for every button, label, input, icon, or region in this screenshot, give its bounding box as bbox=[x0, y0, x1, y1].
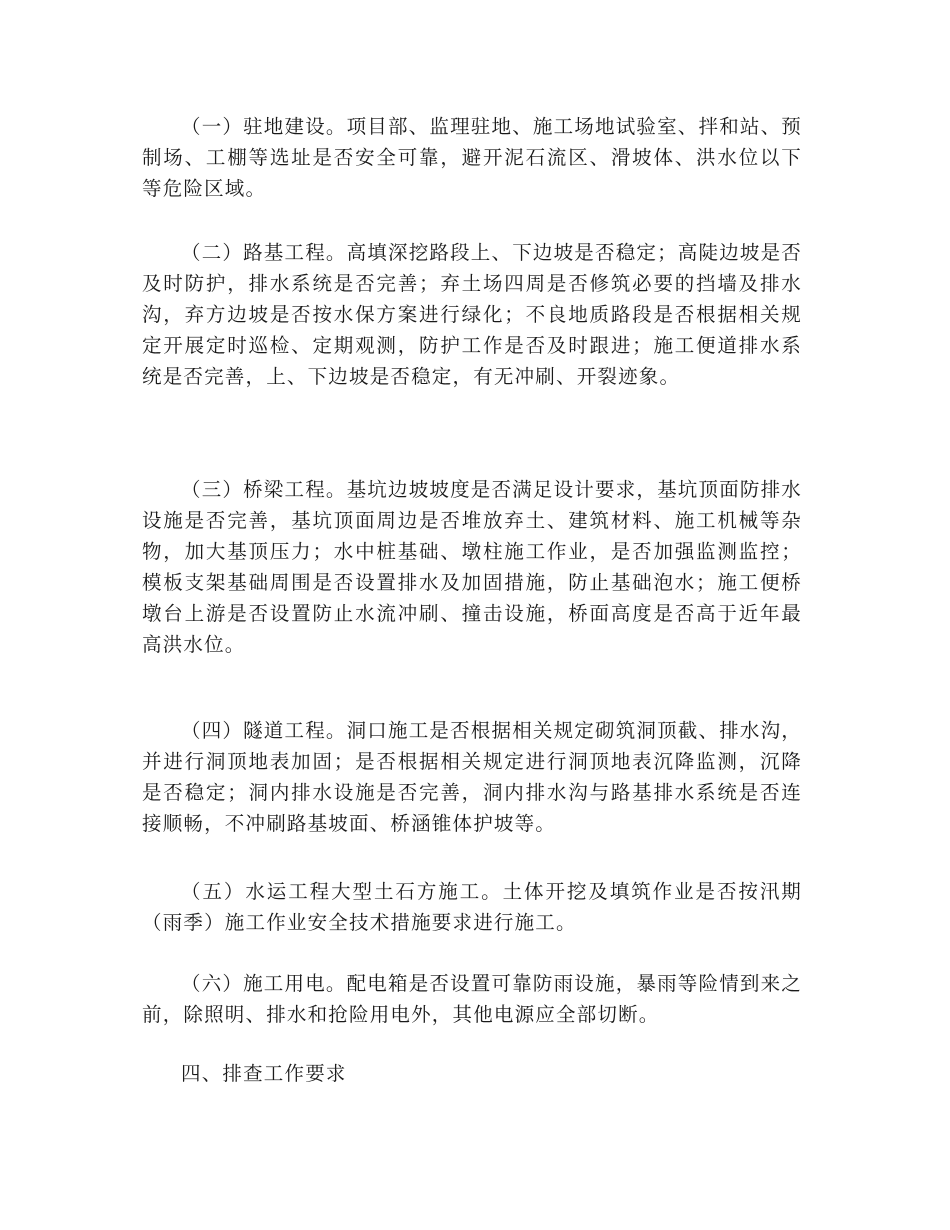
paragraph-roadbed-engineering: （二）路基工程。高填深挖路段上、下边坡是否稳定；高陡边坡是否及时防护，排水系统是否完善；弃土场四周是否修筑必要的挡墙及排水沟，弃方边坡是否按水保方案进行绿化；不良地质路段是否根据相关规定开展定时巡检、定期观测，防护工作是否及时跟进；施工便道排水系统是否完善，上、下边坡是否稳定，有无冲刷、开裂迹象。 bbox=[142, 241, 803, 388]
paragraph-camp-construction: （一）驻地建设。项目部、监理驻地、施工场地试验室、拌和站、预制场、工棚等选址是否安全可靠，避开泥石流区、滑坡体、洪水位以下等危险区域。 bbox=[142, 115, 803, 200]
section-heading-inspection-requirements: 四、排查工作要求 bbox=[181, 1062, 347, 1085]
paragraph-tunnel-engineering: （四）隧道工程。洞口施工是否根据相关规定砌筑洞顶截、排水沟，并进行洞顶地表加固；是否根据相关规定进行洞顶地表沉降监测，沉降是否稳定；洞内排水设施是否完善，洞内排水沟与路基排水系统是否连接顺畅，不冲刷路基坡面、桥涵锥体护坡等。 bbox=[142, 719, 803, 835]
paragraph-waterway-earthwork: （五）水运工程大型土石方施工。土体开挖及填筑作业是否按汛期（雨季）施工作业安全技术措施要求进行施工。 bbox=[142, 880, 802, 934]
paragraph-bridge-engineering: （三）桥梁工程。基坑边坡坡度是否满足设计要求，基坑顶面防排水设施是否完善，基坑顶面周边是否堆放弃土、建筑材料、施工机械等杂物，加大基顶压力；水中桩基础、墩柱施工作业，是否加强监测监控；模板支架基础周围是否设置排水及加固措施，防止基础泡水；施工便桥墩台上游是否设置防止水流冲刷、撞击设施，桥面高度是否高于近年最高洪水位。 bbox=[142, 478, 803, 656]
paragraph-construction-power: （六）施工用电。配电箱是否设置可靠防雨设施，暴雨等险情到来之前，除照明、排水和抢险用电外，其他电源应全部切断。 bbox=[142, 972, 803, 1026]
